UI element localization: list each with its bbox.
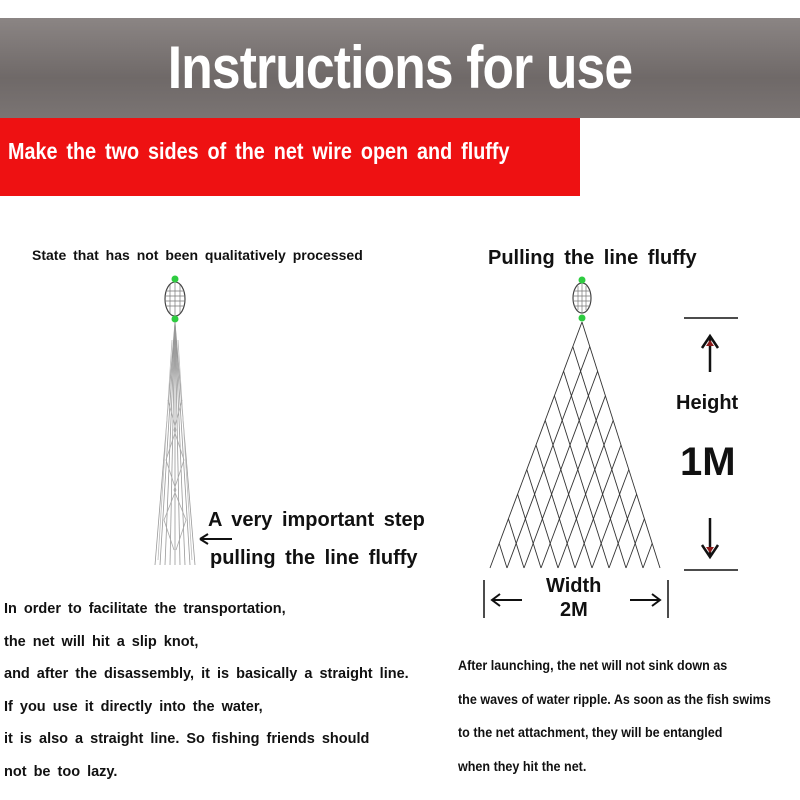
green-bead-icon bbox=[172, 316, 179, 323]
left-description-line: If you use it directly into the water, bbox=[4, 698, 263, 715]
net-line bbox=[507, 347, 590, 568]
right-description-line: the waves of water ripple. As soon as the fish swims bbox=[458, 691, 771, 707]
net-line bbox=[626, 519, 644, 568]
net-line bbox=[592, 470, 629, 568]
straight-net-illustration bbox=[155, 276, 195, 566]
pull-line-text: pulling the line fluffy bbox=[210, 547, 418, 569]
width-value: 2M bbox=[560, 599, 588, 621]
green-bead-icon bbox=[579, 315, 586, 322]
right-description bbox=[458, 656, 798, 790]
right-arrow-icon bbox=[630, 594, 660, 606]
right-caption: Pulling the line fluffy bbox=[488, 247, 697, 269]
green-bead-icon bbox=[579, 277, 586, 284]
right-description-line: to the net attachment, they will be entangled bbox=[458, 725, 723, 740]
width-label: Width bbox=[546, 575, 602, 597]
height-label: Height bbox=[676, 392, 739, 414]
left-description-line: it is also a straight line. So fishing friends should bbox=[4, 731, 370, 747]
left-description-line: and after the disassembly, it is basically a straight line. bbox=[4, 666, 409, 682]
float-icon bbox=[573, 277, 591, 322]
net-line bbox=[508, 519, 524, 568]
net-line bbox=[536, 445, 575, 568]
important-step-text: A very important step bbox=[208, 509, 425, 531]
net-strands bbox=[155, 322, 195, 565]
net-line bbox=[545, 420, 592, 568]
net-line bbox=[541, 396, 605, 568]
net-line bbox=[554, 396, 609, 568]
left-caption: State that has not been qualitatively processed bbox=[32, 247, 363, 263]
page-title: Instructions for use bbox=[167, 34, 633, 101]
net-line bbox=[558, 420, 613, 568]
height-value: 1M bbox=[680, 440, 736, 484]
right-description-line: when they hit the net. bbox=[458, 758, 587, 774]
left-description bbox=[4, 598, 444, 793]
left-arrow-icon bbox=[200, 534, 232, 544]
green-bead-icon bbox=[172, 276, 179, 283]
left-arrow-icon bbox=[492, 594, 522, 606]
subheader-text: Make the two sides of the net wire open and fluffy bbox=[8, 138, 510, 164]
net-line bbox=[575, 445, 621, 568]
left-description-line: the net will hit a slip knot, bbox=[4, 633, 199, 650]
left-description-line: In order to facilitate the transportation, bbox=[4, 601, 286, 617]
net-line bbox=[499, 543, 507, 568]
up-arrow-icon bbox=[702, 336, 718, 372]
left-description-line: not be too lazy. bbox=[4, 763, 118, 780]
net-line bbox=[643, 543, 652, 568]
net-mesh bbox=[490, 322, 660, 568]
fluffy-net-illustration bbox=[490, 277, 660, 569]
net-line bbox=[527, 470, 558, 568]
down-arrow-icon bbox=[702, 518, 718, 557]
right-description-line: After launching, the net will not sink down as bbox=[458, 658, 728, 673]
float-icon bbox=[165, 276, 185, 323]
net-line bbox=[573, 347, 643, 568]
